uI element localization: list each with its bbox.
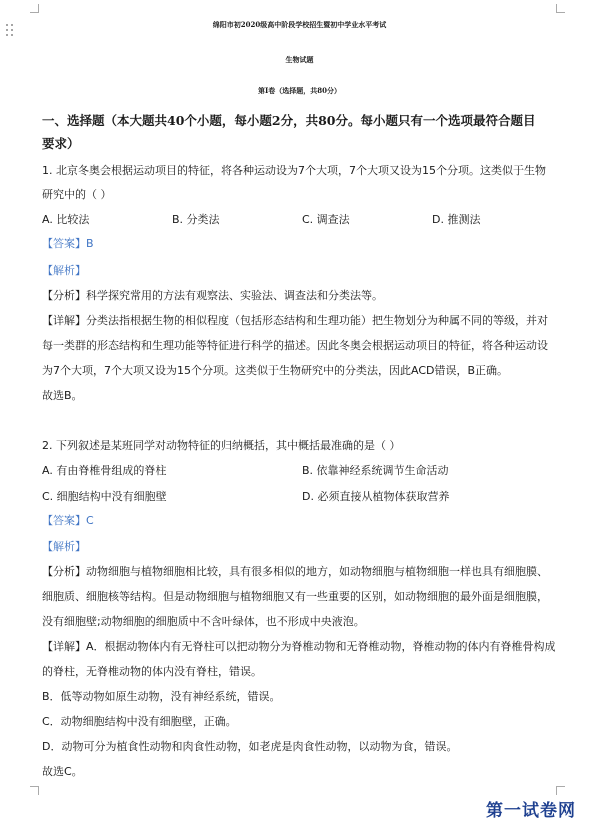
q2-option-d: D. 必须直接从植物体获取营养 <box>302 490 450 503</box>
q2-conclusion: 故选C。 <box>42 765 83 778</box>
q2-xiangjie-line2: 的脊柱，无脊椎动物的体内没有脊柱，错误。 <box>42 665 262 678</box>
q1-xiangjie-line2: 每一类群的形态结构和生理功能等特征进行科学的描述。因此冬奥会根据运动项目的特征，将各种运动设 <box>42 339 548 352</box>
q2-xiangjie-line1: 【详解】A．根据动物体内有无脊柱可以把动物分为脊椎动物和无脊椎动物，脊椎动物的体内有脊椎骨构成 <box>42 640 556 653</box>
crop-mark-top-left <box>30 4 39 13</box>
q1-analysis-tag: 【解析】 <box>42 264 86 277</box>
crop-mark-bottom-right <box>556 786 565 795</box>
q1-stem-line2: 研究中的（ ） <box>42 188 112 201</box>
q1-conclusion: 故选B。 <box>42 389 83 402</box>
q1-option-b: B. 分类法 <box>172 213 220 226</box>
site-watermark-logo: 第一试卷网 <box>486 801 576 821</box>
q2-option-b: B. 依靠神经系统调节生命活动 <box>302 464 449 477</box>
q1-xiangjie-line1: 【详解】分类法指根据生物的相似程度（包括形态结构和生理功能）把生物划分为种属不同的等级，并对 <box>42 314 548 327</box>
q2-option-a: A. 有由脊椎骨组成的脊柱 <box>42 464 167 477</box>
q2-fenxi-line3: 没有细胞壁;动物细胞的细胞质中不含叶绿体，也不形成中央液泡。 <box>42 615 365 628</box>
q1-stem-line1: 1. 北京冬奥会根据运动项目的特征，将各种运动设为7个大项，7个大项又设为15个分项。这类似于生物 <box>42 164 546 177</box>
q1-option-a: A. 比较法 <box>42 213 90 226</box>
q2-xiangjie-b: B．低等动物如原生动物，没有神经系统，错误。 <box>42 690 281 703</box>
q2-analysis-tag: 【解析】 <box>42 540 86 553</box>
q1-answer: 【答案】B <box>42 237 94 250</box>
q2-xiangjie-d: D．动物可分为植食性动物和肉食性动物，如老虎是肉食性动物，以动物为食，错误。 <box>42 740 458 753</box>
q1-xiangjie-line3: 为7个大项，7个大项又设为15个分项。这类似于生物研究中的分类法，因此ACD错误，B正确。 <box>42 364 509 377</box>
q2-option-c: C. 细胞结构中没有细胞壁 <box>42 490 167 503</box>
q2-xiangjie-c: C．动物细胞结构中没有细胞壁，正确。 <box>42 715 237 728</box>
exam-subject: 生物试题 <box>285 55 314 64</box>
crop-mark-bottom-left <box>30 786 39 795</box>
section-heading-line2: 要求） <box>42 136 80 151</box>
q2-stem: 2. 下列叙述是某班同学对动物特征的归纳概括，其中概括最准确的是（ ） <box>42 439 401 452</box>
section-heading-line1: 一、选择题（本大题共40个小题，每小题2分，共80分。每小题只有一个选项最符合题目 <box>42 113 536 128</box>
part-heading: 第I卷（选择题，共80分） <box>257 86 341 95</box>
exam-title: 绵阳市初2020级高中阶段学校招生暨初中学业水平考试 <box>212 20 387 29</box>
q2-fenxi-line1: 【分析】动物细胞与植物细胞相比较，具有很多相似的地方，如动物细胞与植物细胞一样也具有细胞膜、 <box>42 565 548 578</box>
q2-answer: 【答案】C <box>42 514 94 527</box>
q1-option-c: C. 调查法 <box>302 213 350 226</box>
q2-fenxi-line2: 细胞质、细胞核等结构。但是动物细胞与植物细胞又有一些重要的区别，如动物细胞的最外面是细胞膜， <box>42 590 548 603</box>
q1-option-d: D. 推测法 <box>432 213 481 226</box>
crop-mark-top-right <box>556 4 565 13</box>
q1-fenxi: 【分析】科学探究常用的方法有观察法、实验法、调查法和分类法等。 <box>42 289 383 302</box>
